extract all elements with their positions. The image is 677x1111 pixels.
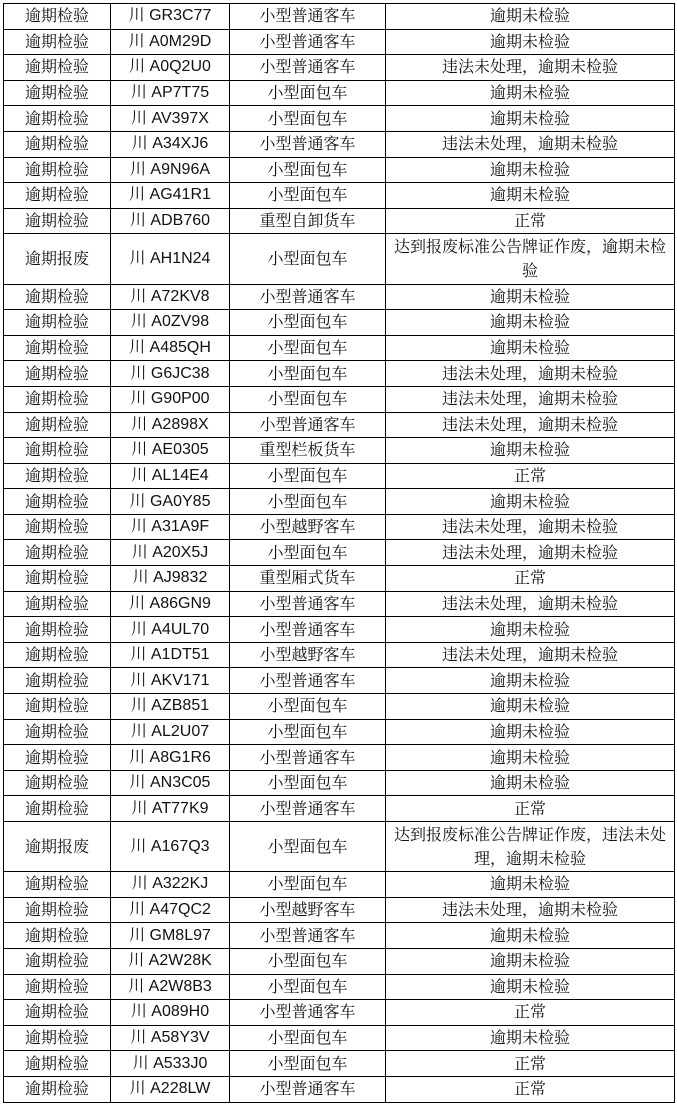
- status-cell: 逾期检验: [4, 310, 111, 336]
- table-row: [4, 668, 675, 694]
- table-row: [4, 745, 675, 771]
- status-cell: 逾期检验: [4, 1076, 111, 1102]
- vehicle-type-cell: 小型面包车: [230, 872, 386, 898]
- table-row: [4, 4, 675, 30]
- plate-cell: 川 AN3C05: [111, 770, 230, 796]
- table-row: [4, 872, 675, 898]
- plate-cell: 川 A86GN9: [111, 591, 230, 617]
- vehicle-type-cell: 小型越野客车: [230, 642, 386, 668]
- plate-cell: 川 A533J0: [111, 1051, 230, 1077]
- table-row: [4, 489, 675, 515]
- status-cell: 逾期检验: [4, 386, 111, 412]
- table-row: [4, 157, 675, 183]
- note-cell: 逾期未检验: [386, 1025, 675, 1051]
- note-cell: 逾期未检验: [386, 29, 675, 55]
- note-cell: 逾期未检验: [386, 310, 675, 336]
- note-cell: 逾期未检验: [386, 694, 675, 720]
- vehicle-type-cell: 小型面包车: [230, 770, 386, 796]
- plate-cell: 川 G6JC38: [111, 361, 230, 387]
- plate-cell: 川 AE0305: [111, 438, 230, 464]
- vehicle-type-cell: 小型普通客车: [230, 412, 386, 438]
- vehicle-type-cell: 小型面包车: [230, 361, 386, 387]
- table-row: [4, 1076, 675, 1102]
- vehicle-type-cell: 小型普通客车: [230, 1000, 386, 1026]
- plate-cell: 川 AV397X: [111, 106, 230, 132]
- plate-cell: 川 A31A9F: [111, 514, 230, 540]
- note-cell: 逾期未检验: [386, 745, 675, 771]
- status-cell: 逾期检验: [4, 106, 111, 132]
- status-cell: 逾期检验: [4, 183, 111, 209]
- note-cell: 逾期未检验: [386, 974, 675, 1000]
- table-row: [4, 514, 675, 540]
- vehicle-type-cell: 小型面包车: [230, 335, 386, 361]
- vehicle-type-cell: 小型面包车: [230, 183, 386, 209]
- table-row: [4, 694, 675, 720]
- plate-cell: 川 A72KV8: [111, 284, 230, 310]
- note-cell: 逾期未检验: [386, 923, 675, 949]
- status-cell: 逾期检验: [4, 796, 111, 822]
- plate-cell: 川 AT77K9: [111, 796, 230, 822]
- table-row: [4, 719, 675, 745]
- vehicle-type-cell: 小型面包车: [230, 1051, 386, 1077]
- vehicle-type-cell: 小型面包车: [230, 463, 386, 489]
- plate-cell: 川 AZB851: [111, 694, 230, 720]
- vehicle-type-cell: 小型普通客车: [230, 284, 386, 310]
- vehicle-type-cell: 小型面包车: [230, 1025, 386, 1051]
- note-cell: 逾期未检验: [386, 284, 675, 310]
- vehicle-type-cell: 小型面包车: [230, 234, 386, 284]
- plate-cell: 川 A228LW: [111, 1076, 230, 1102]
- vehicle-type-cell: 小型普通客车: [230, 1076, 386, 1102]
- plate-cell: 川 AH1N24: [111, 234, 230, 284]
- vehicle-type-cell: 小型面包车: [230, 719, 386, 745]
- plate-cell: 川 ADB760: [111, 208, 230, 234]
- vehicle-type-cell: 小型面包车: [230, 310, 386, 336]
- note-cell: 逾期未检验: [386, 335, 675, 361]
- status-cell: 逾期检验: [4, 4, 111, 30]
- vehicle-type-cell: 重型栏板货车: [230, 438, 386, 464]
- status-cell: 逾期检验: [4, 923, 111, 949]
- note-cell: 正常: [386, 1051, 675, 1077]
- vehicle-type-cell: 小型面包车: [230, 822, 386, 872]
- vehicle-type-cell: 小型面包车: [230, 948, 386, 974]
- table-row: [4, 796, 675, 822]
- table-row: [4, 55, 675, 81]
- table-row: [4, 770, 675, 796]
- plate-cell: 川 AG41R1: [111, 183, 230, 209]
- plate-cell: 川 A322KJ: [111, 872, 230, 898]
- note-cell: 违法未处理，逾期未检验: [386, 540, 675, 566]
- table-row: [4, 923, 675, 949]
- vehicle-type-cell: 小型普通客车: [230, 923, 386, 949]
- table-row: [4, 106, 675, 132]
- status-cell: 逾期检验: [4, 566, 111, 592]
- plate-cell: 川 A0M29D: [111, 29, 230, 55]
- vehicle-type-cell: 小型面包车: [230, 694, 386, 720]
- note-cell: 逾期未检验: [386, 106, 675, 132]
- plate-cell: 川 A1DT51: [111, 642, 230, 668]
- note-cell: 达到报废标准公告牌证作废，违法未处理，逾期未检验: [386, 822, 675, 872]
- plate-cell: 川 AL14E4: [111, 463, 230, 489]
- status-cell: 逾期检验: [4, 1000, 111, 1026]
- plate-cell: 川 A47QC2: [111, 897, 230, 923]
- table-row: [4, 80, 675, 106]
- status-cell: 逾期检验: [4, 463, 111, 489]
- status-cell: 逾期检验: [4, 872, 111, 898]
- plate-cell: 川 AL2U07: [111, 719, 230, 745]
- status-cell: 逾期报废: [4, 822, 111, 872]
- vehicle-type-cell: 小型面包车: [230, 106, 386, 132]
- note-cell: 正常: [386, 208, 675, 234]
- note-cell: 逾期未检验: [386, 872, 675, 898]
- plate-cell: 川 A9N96A: [111, 157, 230, 183]
- plate-cell: 川 AP7T75: [111, 80, 230, 106]
- vehicle-type-cell: 小型普通客车: [230, 745, 386, 771]
- vehicle-type-cell: 小型面包车: [230, 386, 386, 412]
- status-cell: 逾期检验: [4, 361, 111, 387]
- table-row: [4, 540, 675, 566]
- vehicle-type-cell: 小型面包车: [230, 157, 386, 183]
- status-cell: 逾期报废: [4, 234, 111, 284]
- note-cell: 违法未处理，逾期未检验: [386, 514, 675, 540]
- note-cell: 达到报废标准公告牌证作废，逾期未检验: [386, 234, 675, 284]
- status-cell: 逾期检验: [4, 974, 111, 1000]
- note-cell: 违法未处理，逾期未检验: [386, 642, 675, 668]
- table-row: [4, 234, 675, 284]
- plate-cell: 川 A2W8B3: [111, 974, 230, 1000]
- note-cell: 正常: [386, 796, 675, 822]
- plate-cell: 川 AJ9832: [111, 566, 230, 592]
- plate-cell: 川 GR3C77: [111, 4, 230, 30]
- table-row: [4, 335, 675, 361]
- status-cell: 逾期检验: [4, 1025, 111, 1051]
- note-cell: 违法未处理，逾期未检验: [386, 131, 675, 157]
- status-cell: 逾期检验: [4, 80, 111, 106]
- table-row: [4, 29, 675, 55]
- plate-cell: 川 A2W28K: [111, 948, 230, 974]
- table-row: [4, 897, 675, 923]
- plate-cell: 川 AKV171: [111, 668, 230, 694]
- note-cell: 违法未处理，逾期未检验: [386, 412, 675, 438]
- plate-cell: 川 A34XJ6: [111, 131, 230, 157]
- table-row: [4, 1051, 675, 1077]
- status-cell: 逾期检验: [4, 514, 111, 540]
- note-cell: 逾期未检验: [386, 489, 675, 515]
- status-cell: 逾期检验: [4, 29, 111, 55]
- plate-cell: 川 A167Q3: [111, 822, 230, 872]
- status-cell: 逾期检验: [4, 284, 111, 310]
- plate-cell: 川 GA0Y85: [111, 489, 230, 515]
- table-row: [4, 591, 675, 617]
- status-cell: 逾期检验: [4, 617, 111, 643]
- table-row: [4, 948, 675, 974]
- status-cell: 逾期检验: [4, 55, 111, 81]
- note-cell: 逾期未检验: [386, 80, 675, 106]
- status-cell: 逾期检验: [4, 489, 111, 515]
- table-row: [4, 386, 675, 412]
- vehicle-type-cell: 小型越野客车: [230, 897, 386, 923]
- table-row: [4, 438, 675, 464]
- plate-cell: 川 A8G1R6: [111, 745, 230, 771]
- note-cell: 逾期未检验: [386, 157, 675, 183]
- note-cell: 正常: [386, 566, 675, 592]
- table-row: [4, 361, 675, 387]
- plate-cell: 川 A089H0: [111, 1000, 230, 1026]
- vehicle-type-cell: 小型普通客车: [230, 591, 386, 617]
- note-cell: 违法未处理，逾期未检验: [386, 897, 675, 923]
- plate-cell: 川 A58Y3V: [111, 1025, 230, 1051]
- note-cell: 正常: [386, 1076, 675, 1102]
- vehicle-table-body: [4, 4, 675, 1103]
- table-row: [4, 310, 675, 336]
- table-row: [4, 131, 675, 157]
- plate-cell: 川 G90P00: [111, 386, 230, 412]
- status-cell: 逾期检验: [4, 412, 111, 438]
- vehicle-type-cell: 小型普通客车: [230, 55, 386, 81]
- table-row: [4, 284, 675, 310]
- vehicle-type-cell: 小型面包车: [230, 540, 386, 566]
- table-row: [4, 566, 675, 592]
- status-cell: 逾期检验: [4, 719, 111, 745]
- note-cell: 逾期未检验: [386, 4, 675, 30]
- plate-cell: 川 A0ZV98: [111, 310, 230, 336]
- note-cell: 逾期未检验: [386, 948, 675, 974]
- status-cell: 逾期检验: [4, 668, 111, 694]
- status-cell: 逾期检验: [4, 745, 111, 771]
- plate-cell: 川 A0Q2U0: [111, 55, 230, 81]
- status-cell: 逾期检验: [4, 157, 111, 183]
- vehicle-type-cell: 重型自卸货车: [230, 208, 386, 234]
- note-cell: 正常: [386, 1000, 675, 1026]
- status-cell: 逾期检验: [4, 438, 111, 464]
- vehicle-table: [3, 3, 675, 1103]
- table-row: [4, 208, 675, 234]
- note-cell: 逾期未检验: [386, 668, 675, 694]
- vehicle-type-cell: 小型面包车: [230, 489, 386, 515]
- table-row: [4, 1000, 675, 1026]
- note-cell: 正常: [386, 463, 675, 489]
- vehicle-type-cell: 小型普通客车: [230, 131, 386, 157]
- note-cell: 逾期未检验: [386, 183, 675, 209]
- vehicle-type-cell: 小型普通客车: [230, 4, 386, 30]
- status-cell: 逾期检验: [4, 897, 111, 923]
- status-cell: 逾期检验: [4, 948, 111, 974]
- table-row: [4, 822, 675, 872]
- plate-cell: 川 GM8L97: [111, 923, 230, 949]
- vehicle-type-cell: 重型厢式货车: [230, 566, 386, 592]
- note-cell: 逾期未检验: [386, 438, 675, 464]
- table-row: [4, 412, 675, 438]
- plate-cell: 川 A2898X: [111, 412, 230, 438]
- status-cell: 逾期检验: [4, 770, 111, 796]
- vehicle-type-cell: 小型普通客车: [230, 668, 386, 694]
- table-row: [4, 1025, 675, 1051]
- vehicle-type-cell: 小型普通客车: [230, 617, 386, 643]
- status-cell: 逾期检验: [4, 642, 111, 668]
- status-cell: 逾期检验: [4, 540, 111, 566]
- status-cell: 逾期检验: [4, 591, 111, 617]
- note-cell: 违法未处理，逾期未检验: [386, 55, 675, 81]
- status-cell: 逾期检验: [4, 208, 111, 234]
- plate-cell: 川 A4UL70: [111, 617, 230, 643]
- table-row: [4, 974, 675, 1000]
- table-row: [4, 463, 675, 489]
- note-cell: 逾期未检验: [386, 719, 675, 745]
- vehicle-type-cell: 小型普通客车: [230, 796, 386, 822]
- note-cell: 违法未处理，逾期未检验: [386, 386, 675, 412]
- status-cell: 逾期检验: [4, 131, 111, 157]
- vehicle-type-cell: 小型面包车: [230, 80, 386, 106]
- vehicle-type-cell: 小型面包车: [230, 974, 386, 1000]
- plate-cell: 川 A20X5J: [111, 540, 230, 566]
- status-cell: 逾期检验: [4, 694, 111, 720]
- plate-cell: 川 A485QH: [111, 335, 230, 361]
- table-row: [4, 642, 675, 668]
- note-cell: 逾期未检验: [386, 770, 675, 796]
- vehicle-type-cell: 小型越野客车: [230, 514, 386, 540]
- status-cell: 逾期检验: [4, 1051, 111, 1077]
- table-row: [4, 183, 675, 209]
- table-row: [4, 617, 675, 643]
- note-cell: 违法未处理，逾期未检验: [386, 591, 675, 617]
- note-cell: 逾期未检验: [386, 617, 675, 643]
- note-cell: 违法未处理，逾期未检验: [386, 361, 675, 387]
- status-cell: 逾期检验: [4, 335, 111, 361]
- vehicle-type-cell: 小型普通客车: [230, 29, 386, 55]
